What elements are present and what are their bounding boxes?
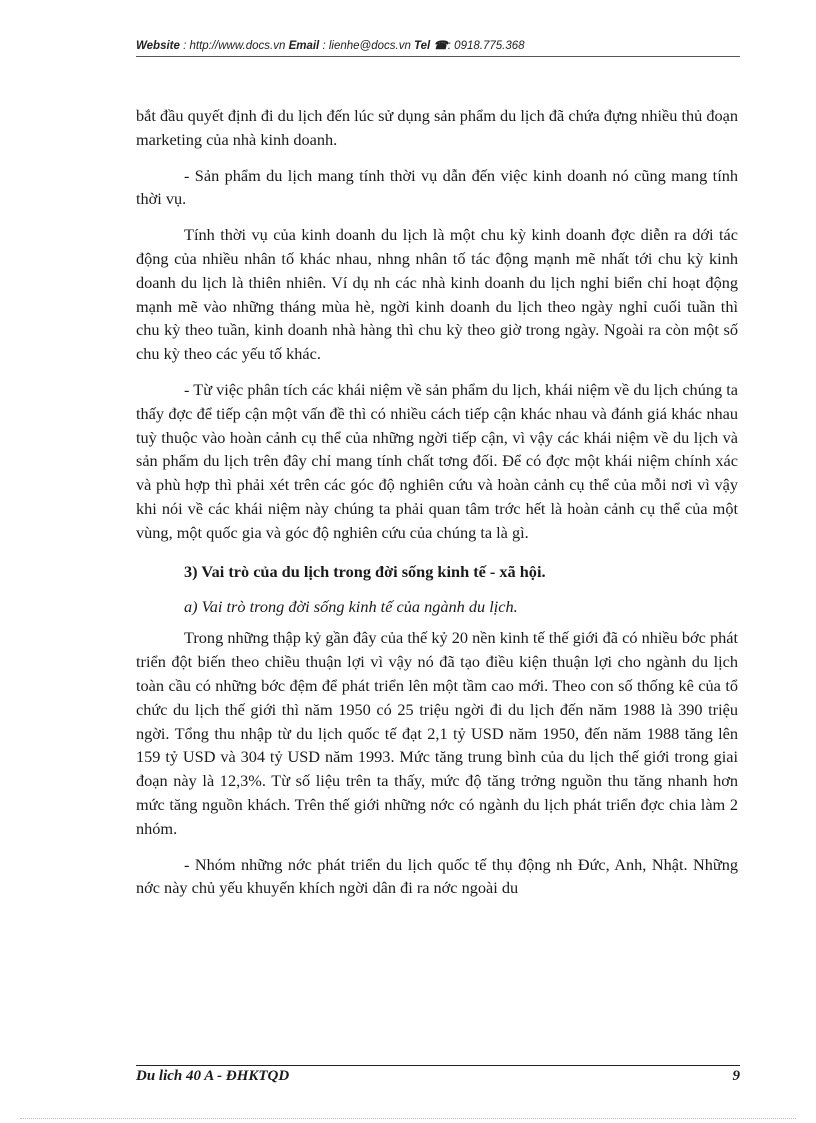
page-edge [20, 1118, 796, 1119]
page-header [136, 38, 740, 52]
paragraph-2: - Sản phẩm du lịch mang tính thời vụ dẫn đến việc kinh doanh nó cũng mang tính thời vụ. [136, 165, 738, 209]
subheading: a) Vai trò trong đời sống kinh tế của ngành du lịch. [184, 596, 518, 616]
tel-label: Tel [414, 40, 431, 52]
footer-divider [136, 1065, 740, 1066]
paragraph-3: Tính thời vụ của kinh doanh du lịch là một chu kỳ kinh doanh đợc diễn ra dới tác động của nhiều nhân tố khác nhau, nhng nhân tố tác động mạnh mẽ nhất tới chu kỳ kinh doanh du lịch là thiên nhiên. Ví dụ nh các nhà kinh doanh du lịch nghỉ biển chỉ hoạt động mạnh mẽ vào những tháng mùa hè, ngời kinh doanh du lịch theo ngày nghỉ cuối tuần thì chu kỳ theo tuần, kinh doanh nhà hàng thì chu kỳ theo giờ trong ngày. Ngoài ra còn một số chu kỳ theo các yếu tố khác. [136, 225, 738, 364]
website-link[interactable]: : http://www.docs.vn [183, 40, 286, 52]
paragraph-6: - Nhóm những nớc phát triển du lịch quốc tế thụ động nh Đức, Anh, Nhật. Những nớc này chủ yếu khuyến khích ngời dân đi ra nớc ngoài du [136, 854, 738, 898]
phone-icon: ☎ [433, 40, 448, 52]
email-link[interactable]: : lienhe@docs.vn [322, 40, 411, 52]
page-body [136, 104, 738, 912]
header-divider [136, 56, 740, 57]
footer-title: Du lich 40 A - ĐHKTQD [136, 1068, 290, 1084]
email-label: Email [288, 40, 320, 52]
website-label: Website [136, 40, 180, 52]
paragraph-1: bắt đầu quyết định đi du lịch đến lúc sử dụng sản phẩm du lịch đã chứa đựng nhiều thủ đoạn marketing của nhà kinh doanh. [136, 106, 738, 149]
page-number: 9 [732, 1068, 740, 1084]
paragraph-4: - Từ việc phân tích các khái niệm về sản phẩm du lịch, khái niệm về du lịch chúng ta thấy đợc để tiếp cận một vấn đề thì có nhiều cách tiếp cận khác nhau và đánh giá khác nhau tuỳ thuộc vào hoàn cảnh cụ thể của những ngời tiếp cận, vì vậy các khái niệm về du lịch và sản phẩm du lịch trên đây chỉ mang tính chất tơng đối. Để có đợc một khái niệm chính xác và phù hợp thì phải xét trên các góc độ nghiên cứu và hoàn cảnh cụ thể của mỗi nơi vì vậy khi nói về các khái niệm này chúng ta phải quan tâm trớc hết là hoàn cảnh cụ thể của một vùng, một quốc gia và góc độ nghiên cứu của chúng ta là gì. [136, 379, 738, 542]
paragraph-5: Trong những thập kỷ gần đây của thế kỷ 20 nền kinh tế thế giới đã có nhiều bớc phát triển đột biến theo chiều thuận lợi vì vậy nó đã tạo điều kiện thuận lợi cho ngành du lịch toàn cầu có những bớc đệm để phát triển lên một tầm cao mới. Theo con số thống kê của tổ chức du lịch thế giới thì năm 1950 có 25 triệu ngời đi du lịch đến năm 1988 là 390 triệu ngời. Tổng thu nhập từ du lịch quốc tế đạt 2,1 tỷ USD năm 1950, đến năm 1988 tăng lên 159 tỷ USD và 304 tỷ USD năm 1993. Mức tăng trung bình của du lịch thế giới trong giai đoạn này là 12,3%. Từ số liệu trên ta thấy, mức độ tăng trởng nguồn thu tăng nhanh hơn mức tăng nguồn khách. Trên thế giới những nớc có ngành du lịch phát triển đợc chia làm 2 nhóm. [136, 628, 738, 838]
section-heading: 3) Vai trò của du lịch trong đời sống kinh tế - xã hội. [184, 561, 546, 581]
tel-value: : 0918.775.368 [447, 40, 525, 52]
